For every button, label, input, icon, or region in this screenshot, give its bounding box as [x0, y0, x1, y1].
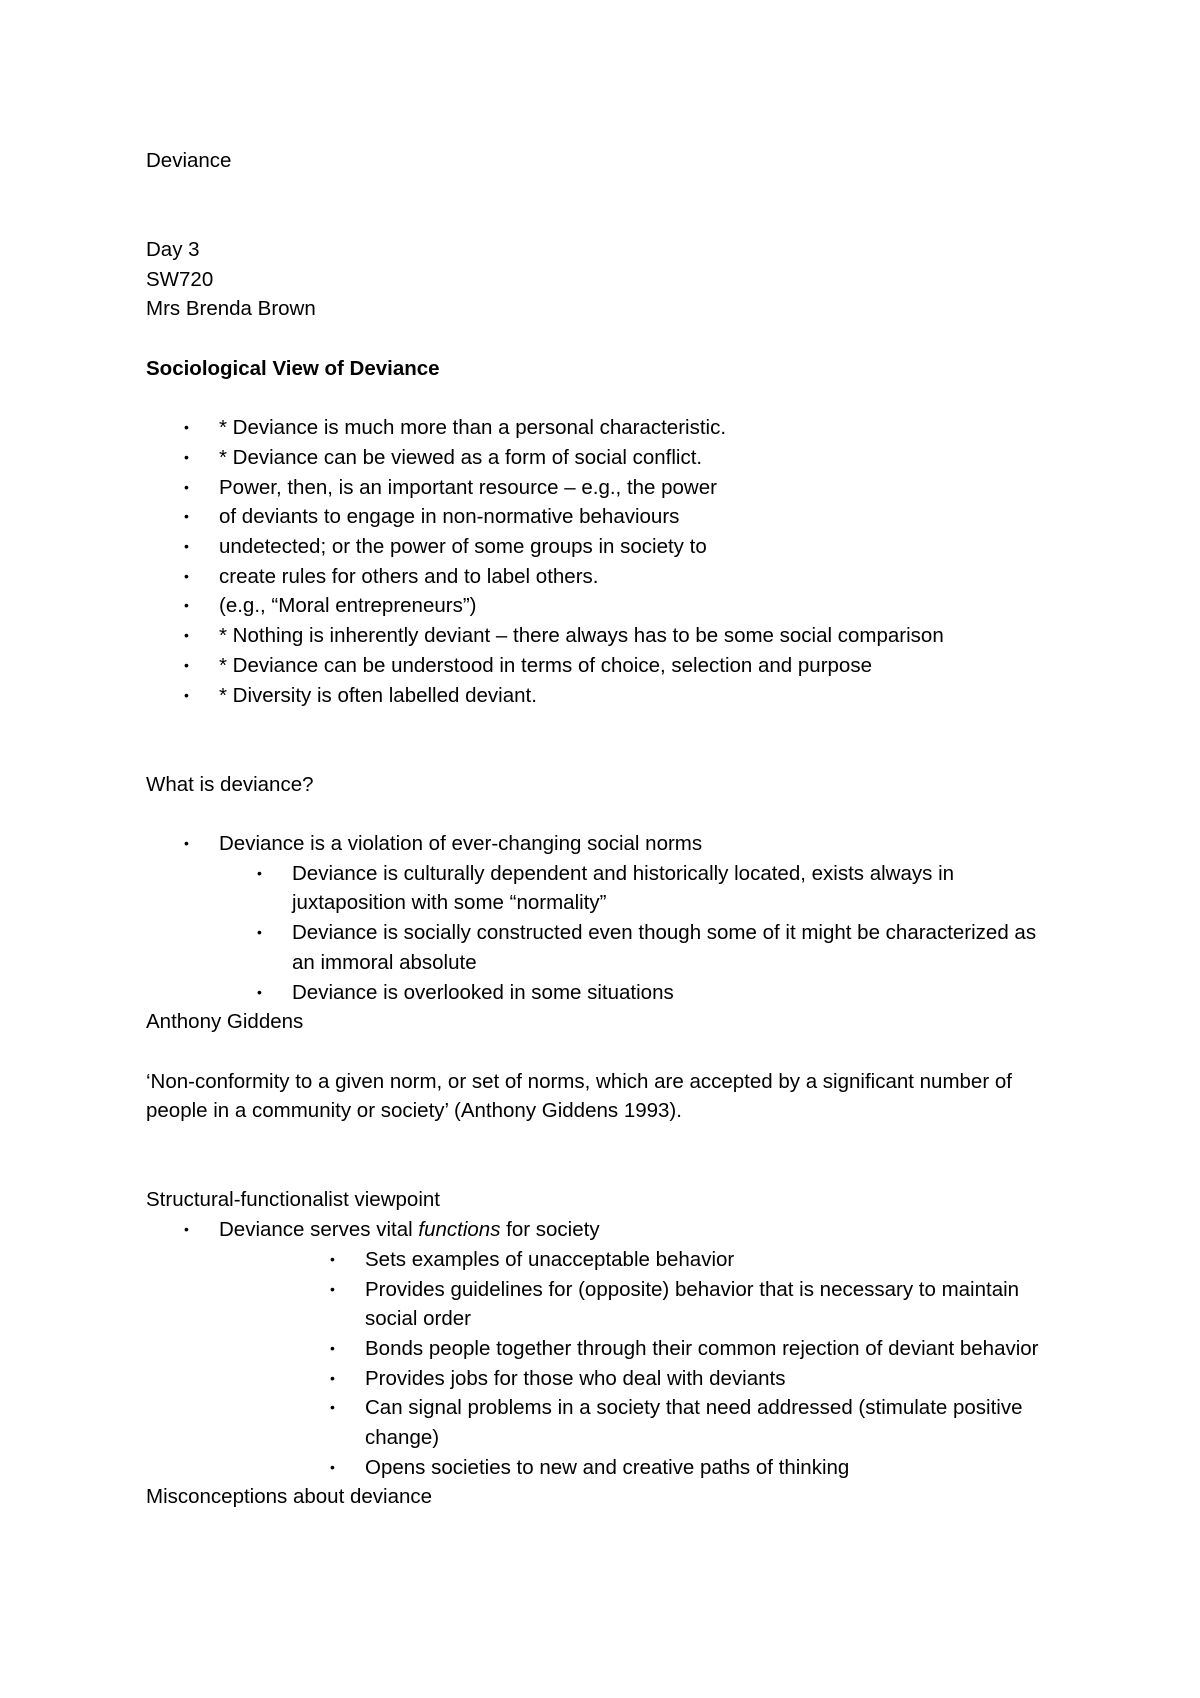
bullet-icon: •: [184, 478, 189, 495]
document-title: Deviance: [146, 149, 232, 172]
bullet-icon: •: [184, 627, 189, 644]
list-item: • create rules for others and to label others.: [146, 562, 1046, 592]
list-subitem: • Sets examples of unacceptable behavior: [146, 1245, 1065, 1275]
meta-day: Day 3: [146, 238, 200, 262]
list-item: • * Nothing is inherently deviant – there always has to be some social comparison: [146, 621, 1046, 651]
bullet-icon: •: [184, 538, 189, 555]
bullet-icon: •: [184, 567, 189, 584]
list-item: • * Deviance is much more than a personal characteristic.: [146, 413, 1046, 443]
list-subitem: • Bonds people together through their common rejection of deviant behavior: [146, 1334, 1065, 1364]
bullet-icon: •: [184, 656, 189, 673]
list-subitem: • Deviance is overlooked in some situations: [146, 978, 1052, 1008]
list-item: • * Deviance can be viewed as a form of social conflict.: [146, 443, 1046, 473]
section-heading-what-is-deviance: What is deviance?: [146, 772, 314, 796]
bullet-icon: •: [257, 983, 262, 1000]
bullet-icon: •: [330, 1250, 335, 1267]
bullet-icon: •: [184, 686, 189, 703]
bullet-icon: •: [257, 924, 262, 941]
bullet-icon: •: [330, 1339, 335, 1356]
list-item: • * Deviance can be understood in terms of choice, selection and purpose: [146, 651, 1046, 681]
bullet-icon: •: [330, 1280, 335, 1297]
bullet-icon: •: [184, 419, 189, 436]
bullet-icon: •: [330, 1399, 335, 1416]
sociological-view-list: [146, 413, 1046, 710]
list-subitem: • Deviance is socially constructed even though some of it might be characterized as an immoral absolute: [146, 918, 1052, 977]
section-heading-structural-functionalist: Structural-functionalist viewpoint: [146, 1188, 440, 1212]
list-subitem: • Provides guidelines for (opposite) behavior that is necessary to maintain social order: [146, 1275, 1065, 1334]
bullet-icon: •: [184, 508, 189, 525]
list-item: • Deviance is a violation of ever-changing social norms: [146, 829, 1046, 859]
list-item: • (e.g., “Moral entrepreneurs”): [146, 591, 1046, 621]
bullet-icon: •: [184, 597, 189, 614]
quote-author-label: Anthony Giddens: [146, 1010, 304, 1034]
list-subitem: • Can signal problems in a society that need addressed (stimulate positive change): [146, 1393, 1065, 1452]
bullet-icon: •: [184, 835, 189, 852]
meta-instructor: Mrs Brenda Brown: [146, 297, 316, 321]
what-is-deviance-list: [146, 829, 1046, 1007]
list-item: • * Diversity is often labelled deviant.: [146, 681, 1046, 711]
bullet-icon: •: [330, 1369, 335, 1386]
list-item: • of deviants to engage in non-normative behaviours: [146, 502, 1046, 532]
list-subitem: • Opens societies to new and creative paths of thinking: [146, 1453, 1065, 1483]
list-item: • undetected; or the power of some groups in society to: [146, 532, 1046, 562]
bullet-icon: •: [257, 864, 262, 881]
list-item: • Power, then, is an important resource – e.g., the power: [146, 473, 1046, 503]
bullet-icon: •: [184, 448, 189, 465]
section-heading-sociological-view: Sociological View of Deviance: [146, 356, 440, 380]
structural-functionalist-list: [146, 1215, 1046, 1482]
list-item: • Deviance serves vital functions for society: [146, 1215, 1046, 1245]
document-body: [146, 146, 1046, 1512]
bullet-icon: •: [184, 1221, 189, 1238]
bullet-icon: •: [330, 1458, 335, 1475]
list-subitem: • Provides jobs for those who deal with deviants: [146, 1364, 1065, 1394]
section-heading-misconceptions: Misconceptions about deviance: [146, 1485, 433, 1509]
giddens-quote: ‘Non-conformity to a given norm, or set of norms, which are accepted by a significant number of people in a community or society’ (Anthony Giddens 1993).: [146, 1069, 1012, 1123]
meta-course-code: SW720: [146, 267, 214, 291]
list-subitem: • Deviance is culturally dependent and historically located, exists always in juxtaposition with some “normality”: [146, 859, 1052, 918]
